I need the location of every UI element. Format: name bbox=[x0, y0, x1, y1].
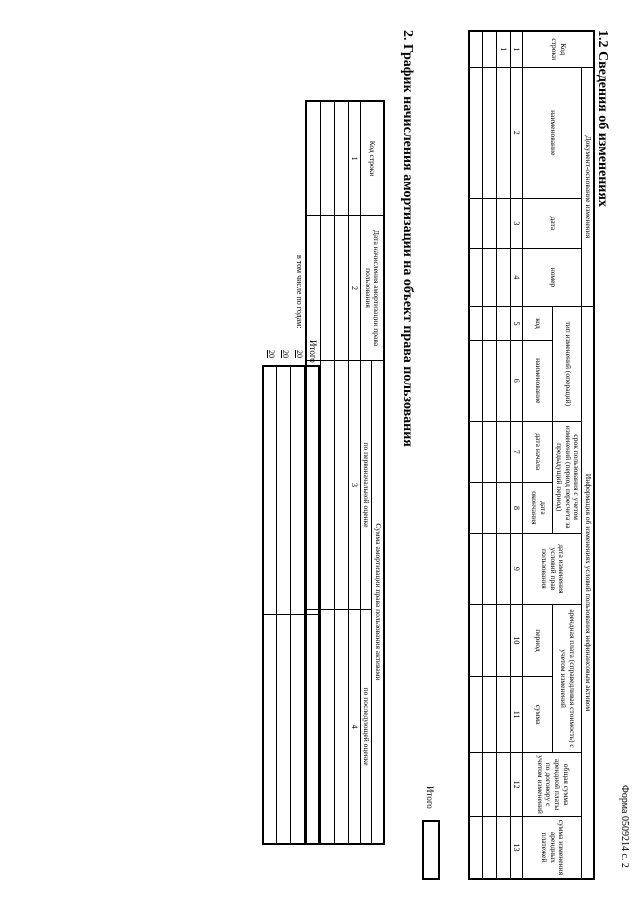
col-number: 3 bbox=[348, 360, 360, 609]
year-prefix: 20 bbox=[281, 350, 290, 358]
col-number: 11 bbox=[511, 676, 523, 752]
col-number: 1 bbox=[511, 31, 523, 67]
total-initial-cell bbox=[305, 366, 319, 615]
col-number: 2 bbox=[511, 67, 523, 198]
col-number: 5 bbox=[511, 307, 523, 341]
col-number: 4 bbox=[348, 610, 360, 844]
header-info-group: Информация об изменениях условий пользования нефинансовым активом bbox=[582, 307, 594, 879]
header-start-date: дата начала bbox=[523, 421, 553, 482]
section2-title: 2. График начисления амортизации на объект права пользования bbox=[400, 30, 415, 447]
year-subsequent-cell bbox=[277, 615, 291, 844]
header-code: Код строки bbox=[523, 31, 594, 67]
amort-header-subsequent: по последующей оценке bbox=[360, 610, 372, 844]
header-period: период bbox=[523, 604, 553, 676]
year-initial-cell bbox=[291, 366, 305, 615]
form-number: Форма 0509214 с. 2 bbox=[619, 785, 630, 868]
year-prefix: 20 bbox=[267, 350, 276, 358]
row-code: 1 bbox=[497, 31, 511, 67]
col-number: 7 bbox=[511, 421, 523, 482]
header-total-rent: общая сумма арендной платы по договору с учетом изменений bbox=[523, 753, 582, 817]
col-number: 12 bbox=[511, 753, 523, 817]
col-number: 3 bbox=[511, 198, 523, 248]
by-years-label: в том числе по годам: bbox=[295, 255, 304, 329]
col-number: 10 bbox=[511, 604, 523, 676]
total-subsequent-cell bbox=[305, 615, 319, 844]
year-initial-cell bbox=[277, 366, 291, 615]
header-term: срок пользования с учетом изменений (период пересчета за предыдущий период) bbox=[553, 421, 582, 533]
section2-total-table bbox=[262, 365, 320, 845]
amort-header-initial: по первоначальной оценке bbox=[360, 360, 372, 609]
col-number: 8 bbox=[511, 483, 523, 534]
col-number: 1 bbox=[348, 101, 360, 216]
section2-total-label: Итого bbox=[308, 340, 318, 363]
changes-table bbox=[468, 30, 595, 880]
header-change-date: дата изменения условий прав пользования bbox=[523, 533, 582, 604]
year-prefix: 20 bbox=[295, 350, 304, 358]
header-name: наименование bbox=[523, 67, 582, 198]
col-number: 2 bbox=[348, 216, 360, 361]
header-end-date: дата окончания bbox=[523, 483, 553, 534]
header-type-code: код bbox=[523, 307, 553, 341]
header-change-sum: сумма изменения арендных платежей bbox=[523, 816, 582, 879]
amort-header-date: Дата начисления амортизации права пользования bbox=[360, 216, 384, 361]
col-number: 6 bbox=[511, 340, 523, 421]
year-subsequent-cell bbox=[291, 615, 305, 844]
header-sum: сумма bbox=[523, 676, 553, 752]
section1-total-cell bbox=[423, 821, 439, 879]
section1-total-box bbox=[422, 820, 440, 880]
col-number: 13 bbox=[511, 816, 523, 879]
header-change-type: тип изменений (операций) bbox=[553, 307, 582, 421]
col-number: 4 bbox=[511, 248, 523, 306]
year-subsequent-cell bbox=[263, 615, 277, 844]
header-date: дата bbox=[523, 198, 582, 248]
header-document-group: Документ-основание изменения bbox=[582, 67, 594, 307]
header-type-name: наименование bbox=[523, 340, 553, 421]
header-rent: арендная плата (справедливая стоимость) с учетом изменений bbox=[553, 604, 582, 752]
header-number: номер bbox=[523, 248, 582, 306]
amort-header-code: Код строки bbox=[360, 101, 384, 216]
section1-total-label: Итого bbox=[425, 786, 435, 809]
year-initial-cell bbox=[263, 366, 277, 615]
section1-title: 1.2 Сведения об изменениях bbox=[595, 30, 610, 207]
col-number: 9 bbox=[511, 533, 523, 604]
amort-header-sum-group: Сумма амортизации права пользования активами bbox=[372, 360, 384, 844]
